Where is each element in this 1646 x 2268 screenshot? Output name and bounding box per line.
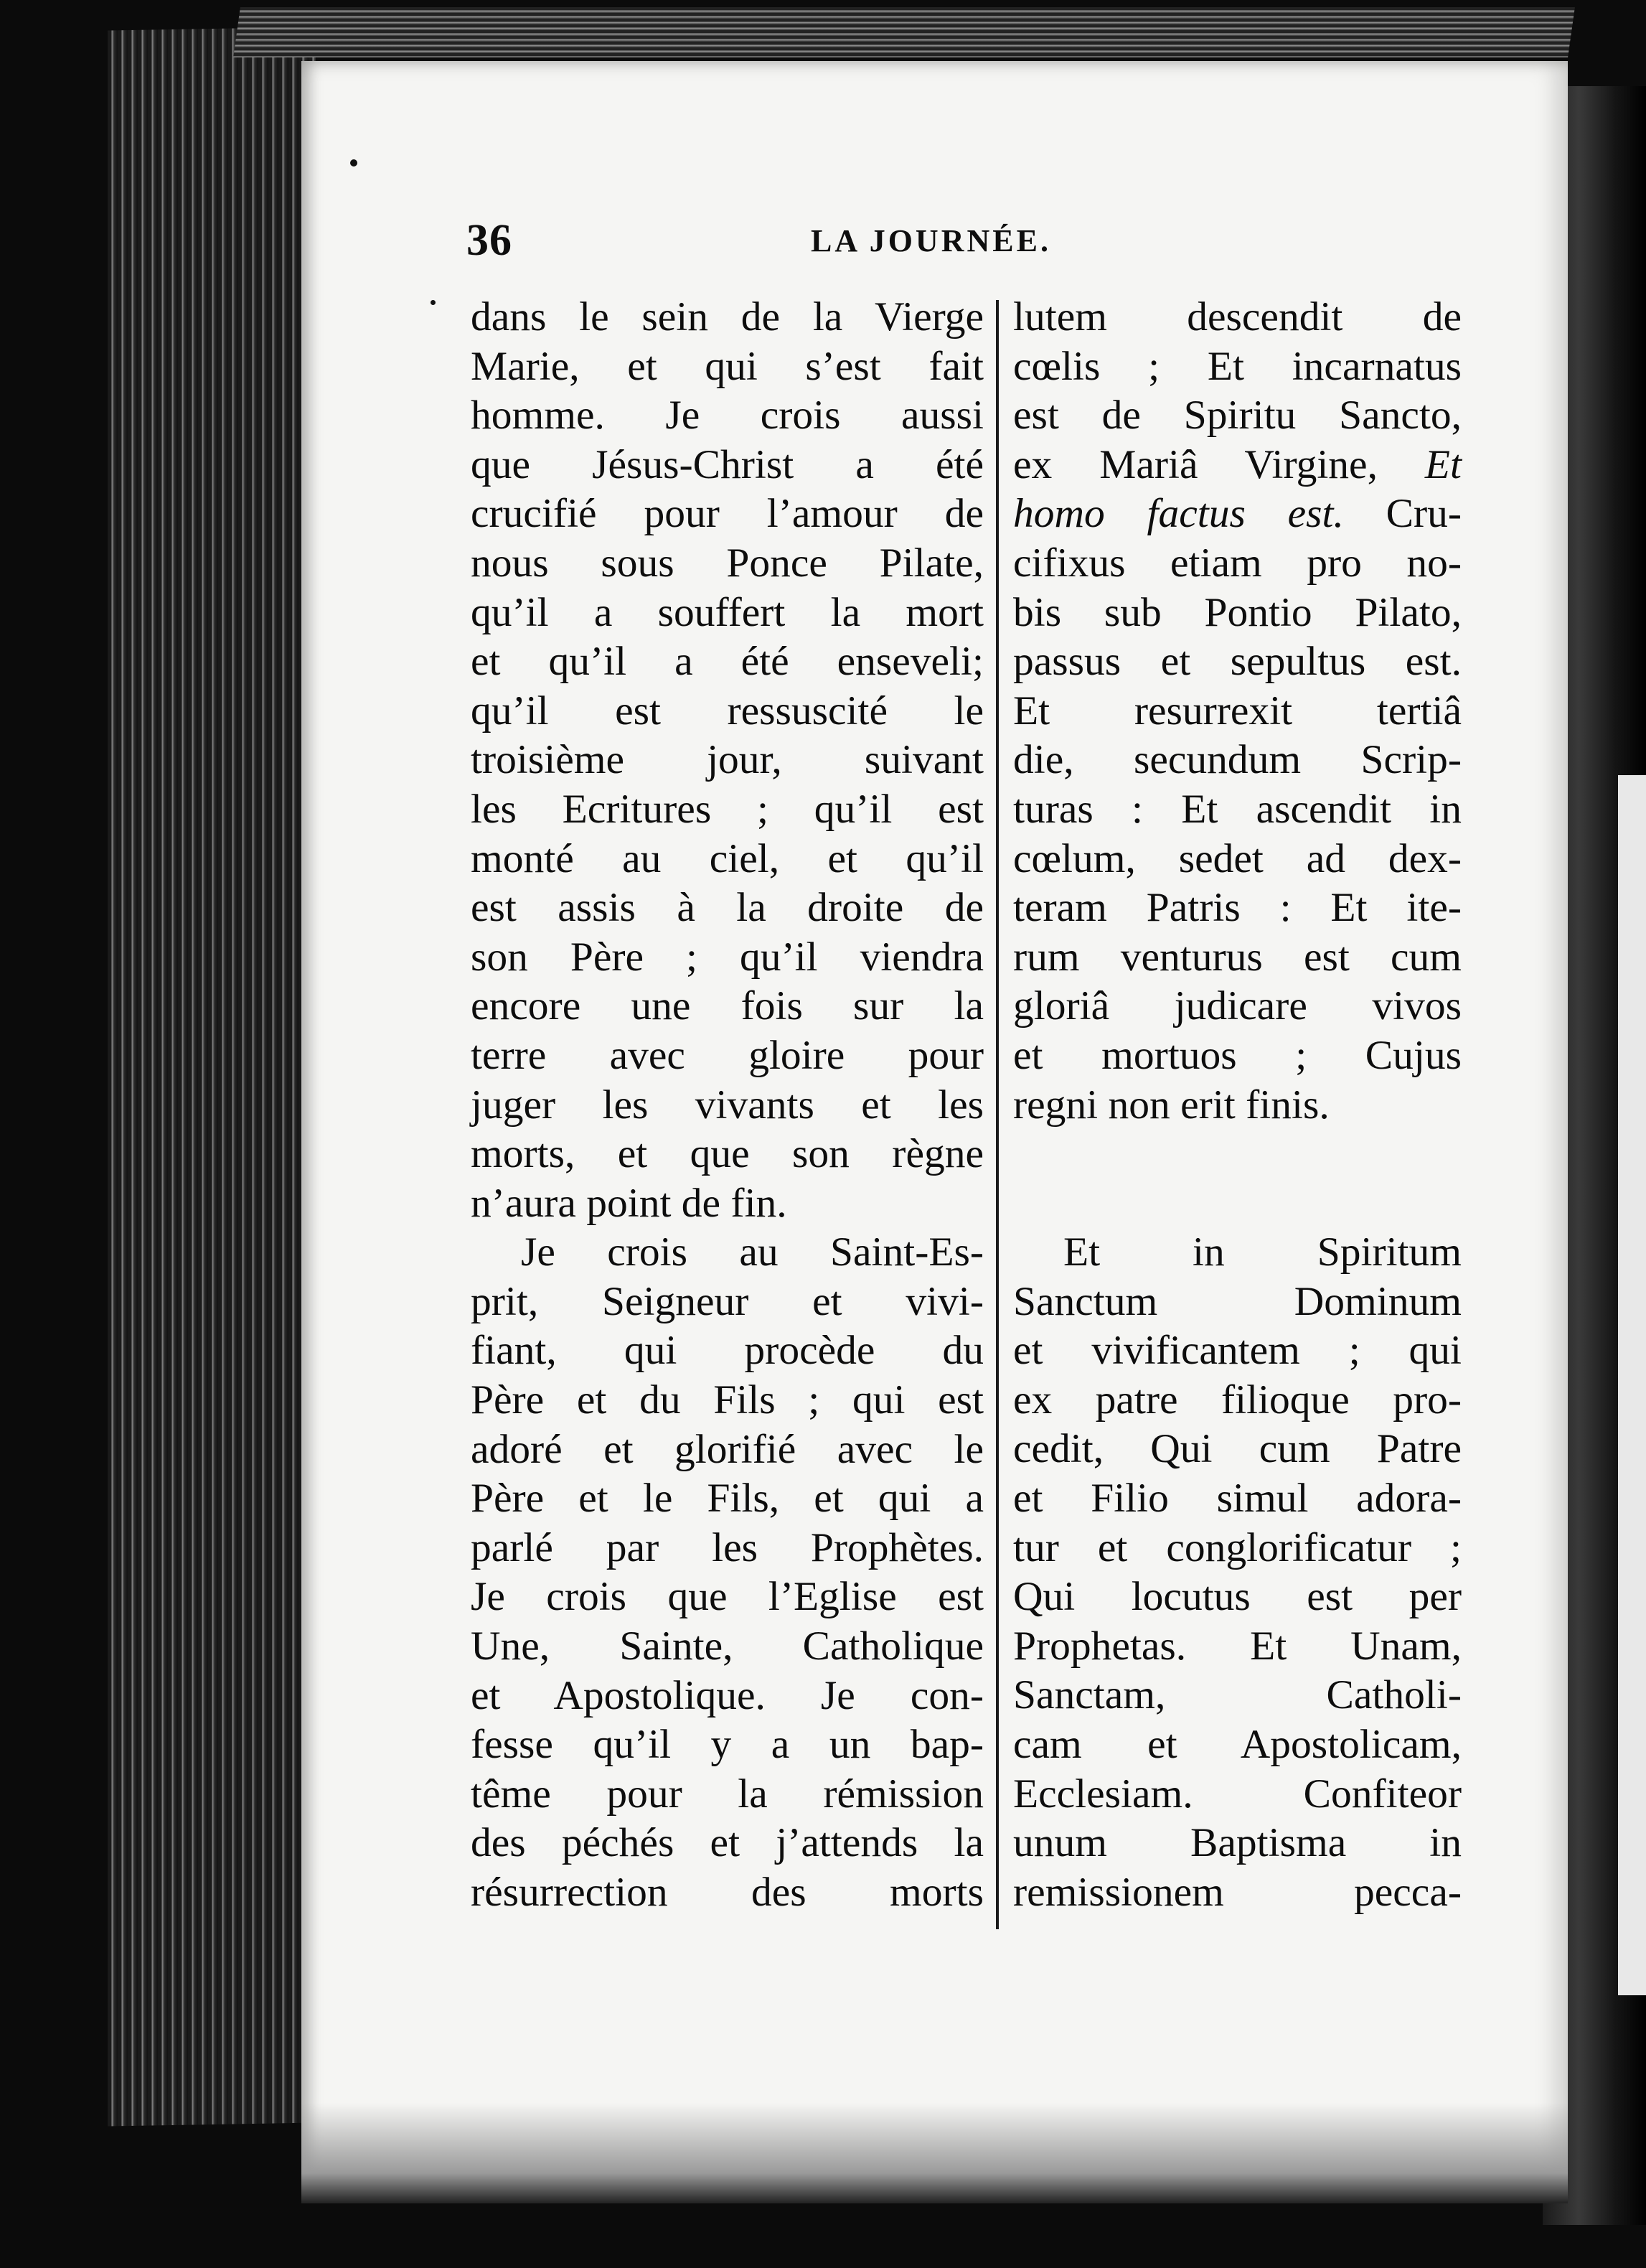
text-line: teram Patris : Et ite- (1013, 885, 1462, 931)
text-line: cœlis ; Et incarnatus (1013, 343, 1462, 389)
text-line: fesse qu’il y a un bap- (471, 1722, 984, 1768)
text-line: résurrection des morts (471, 1870, 984, 1915)
text-line: lutem descendit de (1013, 294, 1462, 339)
facing-page-edge (1618, 775, 1646, 1995)
text-line: terre avec gloire pour (471, 1032, 984, 1078)
text-segment: Cru- (1386, 491, 1462, 537)
text-line: crucifié pour l’amour de (471, 491, 984, 537)
text-line: des péchés et j’attends la (471, 1820, 984, 1866)
text-line: n’aura point de fin. (471, 1180, 787, 1226)
text-line: son Père ; qu’il viendra (471, 934, 984, 980)
text-line: Je crois au Saint-Es- (521, 1229, 984, 1275)
text-line: cedit, Qui cum Patre (1013, 1426, 1462, 1472)
text-line: cœlum, sedet ad dex- (1013, 835, 1462, 881)
text-line: adoré et glorifié avec le (471, 1426, 984, 1472)
text-line: Qui locutus est per (1013, 1574, 1462, 1620)
text-line: Et resurrexit tertiâ (1013, 688, 1462, 734)
latin-column (1013, 293, 1462, 1917)
dust-speck (350, 159, 357, 167)
text-line: et Apostolique. Je con- (471, 1672, 984, 1718)
text-line: et vivificantem ; qui (1013, 1328, 1462, 1374)
text-line: morts, et que son règne (471, 1131, 984, 1177)
italic-segment: Et (1424, 441, 1462, 487)
text-line: Sanctum Dominum (1013, 1278, 1462, 1324)
text-line: die, secundum Scrip- (1013, 737, 1462, 783)
italic-segment: homo factus est. (1013, 491, 1344, 537)
text-line: unum Baptisma in (1013, 1820, 1462, 1866)
text-line: cam et Apostolicam, (1013, 1722, 1462, 1768)
text-line: est assis à la droite de (471, 885, 984, 931)
page-header (466, 215, 1471, 280)
text-line: bis sub Pontio Pilato, (1013, 589, 1462, 635)
text-line: tur et conglorificatur ; (1013, 1524, 1462, 1570)
page-edges-top (233, 7, 1575, 57)
french-column (471, 293, 984, 1918)
text-line: turas : Et ascendit in (1013, 786, 1462, 832)
text-line: que Jésus-Christ a été (471, 441, 984, 487)
text-line: est de Spiritu Sancto, (1013, 393, 1462, 439)
text-line: rum venturus est cum (1013, 934, 1462, 980)
text-line: Père et du Fils ; qui est (471, 1377, 984, 1423)
text-line: Père et le Fils, et qui a (471, 1476, 984, 1522)
text-line: qu’il a souffert la mort (471, 589, 984, 635)
text-line: gloriâ judicare vivos (1013, 983, 1462, 1029)
text-line: dans le sein de la Vierge (471, 294, 984, 339)
text-line: nous sous Ponce Pilate, (471, 540, 984, 586)
text-line: Marie, et qui s’est fait (471, 343, 984, 389)
text-line (1013, 489, 1462, 539)
text-line: Ecclesiam. Confiteor (1013, 1771, 1462, 1817)
text-line: et mortuos ; Cujus (1013, 1032, 1462, 1078)
page-edges-left (108, 27, 316, 2126)
text-line: cifixus etiam pro no- (1013, 540, 1462, 586)
running-head: LA JOURNÉE. (811, 223, 1051, 258)
dust-speck (431, 300, 436, 305)
text-line: et qu’il a été enseveli; (471, 639, 984, 685)
text-line: juger les vivants et les (471, 1082, 984, 1128)
text-line: et Filio simul adora- (1013, 1476, 1462, 1522)
text-line: passus et sepultus est. (1013, 639, 1462, 685)
text-line: Prophetas. Et Unam, (1013, 1623, 1462, 1669)
text-line: Une, Sainte, Catholique (471, 1623, 984, 1669)
text-line: troisième jour, suivant (471, 737, 984, 783)
text-line: fiant, qui procède du (471, 1328, 984, 1374)
text-line: ex patre filioque pro- (1013, 1377, 1462, 1423)
text-line: encore une fois sur la (471, 983, 984, 1029)
page-bottom-shadow (301, 2103, 1568, 2203)
paragraph-gap (1013, 1130, 1462, 1228)
text-line: monté au ciel, et qu’il (471, 835, 984, 881)
text-line: les Ecritures ; qu’il est (471, 786, 984, 832)
text-line: tême pour la rémission (471, 1771, 984, 1817)
column-divider (996, 300, 999, 1929)
text-line: parlé par les Prophètes. (471, 1524, 984, 1570)
page-number: 36 (466, 216, 512, 265)
text-line (1013, 441, 1462, 490)
text-line: regni non erit finis. (1013, 1082, 1330, 1128)
text-line: qu’il est ressuscité le (471, 688, 984, 734)
text-line: Sanctam, Catholi- (1013, 1672, 1462, 1718)
text-segment: ex Mariâ Virgine, (1013, 441, 1378, 487)
text-line: Et in Spiritum (1063, 1229, 1462, 1275)
text-line: homme. Je crois aussi (471, 393, 984, 439)
text-line: remissionem pecca- (1013, 1869, 1462, 1915)
text-line: prit, Seigneur et vivi- (471, 1278, 984, 1324)
text-line: Je crois que l’Eglise est (471, 1574, 984, 1620)
